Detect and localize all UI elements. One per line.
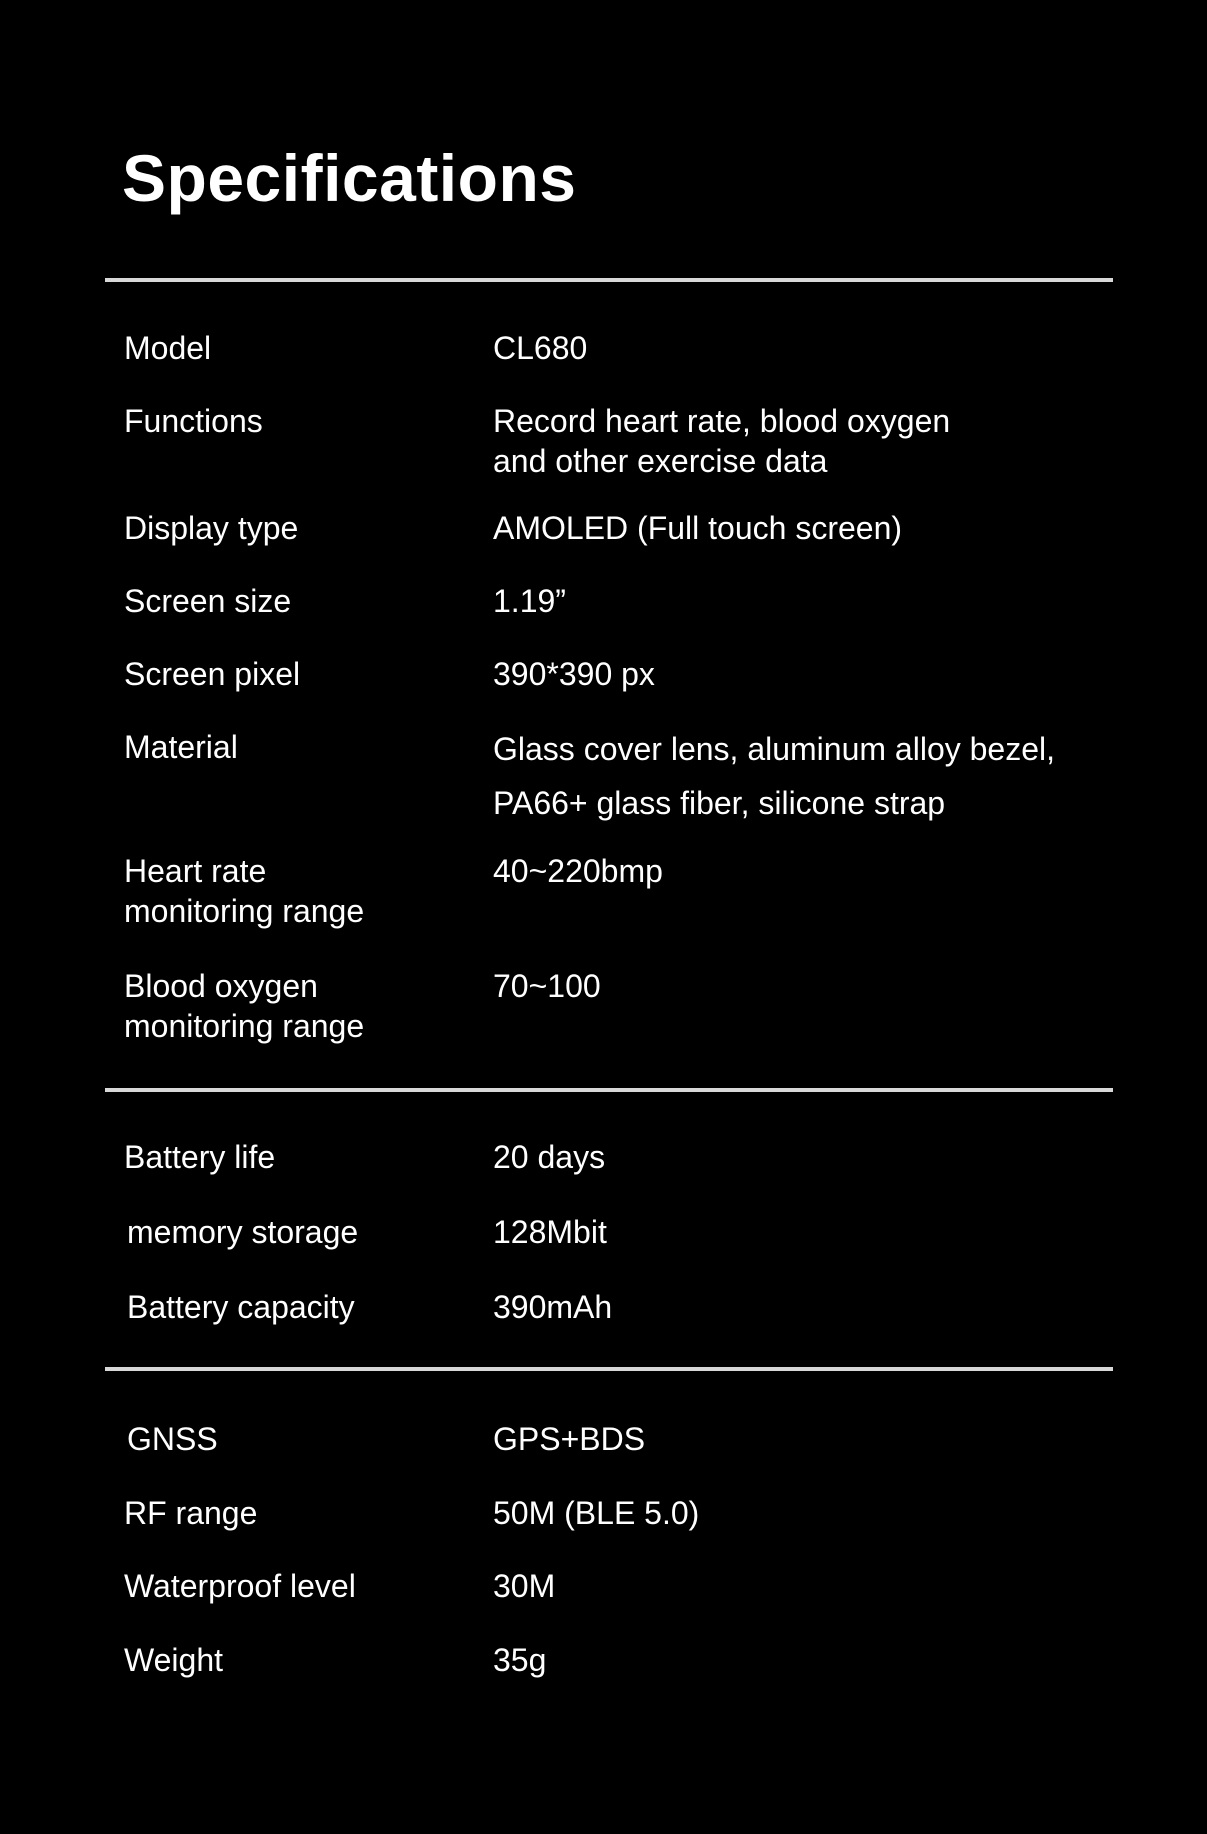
- spec-label: Weight: [124, 1642, 224, 1678]
- spec-value: Record heart rate, blood oxygen and other exercise data: [493, 403, 951, 479]
- spec-label: Display type: [124, 510, 299, 546]
- section-divider: [105, 278, 1113, 282]
- spec-value: 40~220bmp: [493, 853, 663, 889]
- spec-label: Screen size: [124, 583, 292, 619]
- spec-value: Glass cover lens, aluminum alloy bezel, PA66+ glass fiber, silicone strap: [493, 731, 1056, 821]
- spec-label: Battery life: [124, 1139, 276, 1175]
- spec-value: 390mAh: [493, 1289, 613, 1325]
- spec-value: 128Mbit: [493, 1214, 607, 1250]
- spec-label: GNSS: [127, 1421, 218, 1457]
- spec-value: GPS+BDS: [493, 1421, 646, 1457]
- spec-value: AMOLED (Full touch screen): [493, 510, 903, 546]
- spec-label: Heart rate monitoring range: [124, 853, 365, 929]
- spec-label: memory storage: [127, 1214, 359, 1250]
- spec-label: Waterproof level: [124, 1568, 356, 1604]
- spec-label: Functions: [124, 403, 263, 439]
- spec-value: 20 days: [493, 1139, 606, 1175]
- section-divider: [105, 1088, 1113, 1092]
- spec-value: 390*390 px: [493, 656, 655, 692]
- spec-label: Material: [124, 729, 238, 765]
- spec-value: 30M: [493, 1568, 556, 1604]
- spec-value: CL680: [493, 330, 588, 366]
- spec-value: 70~100: [493, 968, 601, 1004]
- spec-label: Blood oxygen monitoring range: [124, 968, 365, 1044]
- spec-value: 35g: [493, 1642, 547, 1678]
- spec-value: 1.19”: [493, 583, 566, 619]
- spec-value: 50M (BLE 5.0): [493, 1495, 700, 1531]
- spec-label: Battery capacity: [127, 1289, 355, 1325]
- page-title: Specifications: [122, 141, 577, 215]
- spec-label: Screen pixel: [124, 656, 301, 692]
- spec-label: RF range: [124, 1495, 258, 1531]
- section-divider: [105, 1367, 1113, 1371]
- spec-label: Model: [124, 330, 212, 366]
